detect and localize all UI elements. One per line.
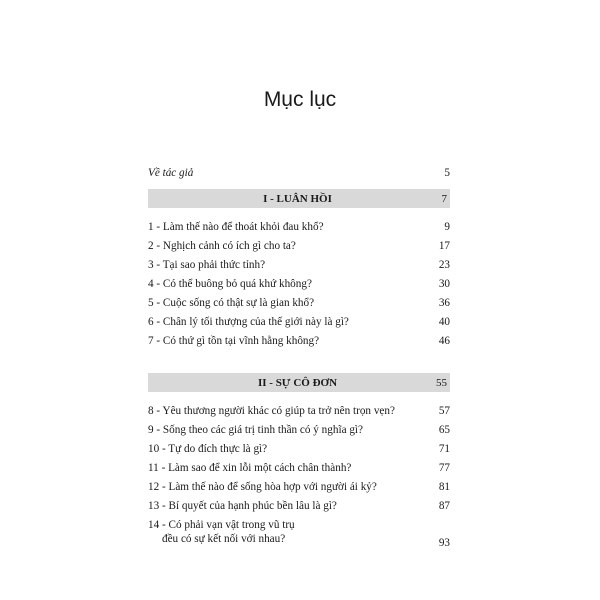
toc-page-number: 57 <box>438 405 450 417</box>
toc-page-number: 55 <box>436 376 447 389</box>
toc-section-header <box>148 189 450 208</box>
toc-page-number: 17 <box>438 240 450 252</box>
toc-page-number: 93 <box>438 537 450 549</box>
toc-entry-label: 13 - Bí quyết của hạnh phúc bền lâu là gì? <box>148 500 337 512</box>
section-title: II - SỰ CÔ ĐƠN <box>257 376 338 389</box>
toc-entry <box>148 499 450 518</box>
toc-entry-label: 7 - Có thứ gì tồn tại vĩnh hằng không? <box>148 335 320 347</box>
toc-page-number: 5 <box>444 167 450 179</box>
toc-page-number: 46 <box>438 335 450 347</box>
toc-page-number: 77 <box>438 462 450 474</box>
toc-entry-label: 10 - Tự do đích thực là gì? <box>148 443 268 455</box>
toc-page-number: 81 <box>438 481 450 493</box>
section-spacer <box>148 353 450 370</box>
toc-entry-label <box>148 518 420 546</box>
toc-page-number: 65 <box>438 424 450 436</box>
toc-entry <box>148 480 450 499</box>
toc-entry <box>148 334 450 353</box>
page-title: Mục lục <box>263 88 337 111</box>
toc-entry-label: 11 - Làm sao để xin lỗi một cách chân thành? <box>148 462 352 474</box>
toc-entry-label: 5 - Cuộc sống có thật sự là gian khổ? <box>148 297 315 309</box>
toc-page-number: 23 <box>438 259 450 271</box>
toc-entry-label: 12 - Làm thế nào để sống hòa hợp với người ái kỷ? <box>148 481 377 493</box>
toc-entry <box>148 461 450 480</box>
toc-page-number: 36 <box>438 297 450 309</box>
toc-page-number: 9 <box>444 221 450 233</box>
toc-entry <box>148 423 450 442</box>
toc-entry-label: 6 - Chân lý tối thượng của thế giới này là gì? <box>148 316 349 328</box>
toc-entry <box>148 296 450 315</box>
toc-entry <box>148 258 450 277</box>
toc-entry-label: 8 - Yêu thương người khác có giúp ta trở nên trọn vẹn? <box>148 405 395 417</box>
toc-intro-row <box>148 166 450 186</box>
toc-page-number: 40 <box>438 316 450 328</box>
toc-entry-label: 2 - Nghịch cảnh có ích gì cho ta? <box>148 240 296 252</box>
toc-entry-label: 1 - Làm thế nào để thoát khỏi đau khổ? <box>148 221 324 233</box>
toc-entry-label-line: 14 - Có phải vạn vật trong vũ trụ <box>148 519 295 531</box>
toc-page-number: 30 <box>438 278 450 290</box>
section-title: I - LUÂN HỒI <box>263 192 332 205</box>
toc-entry <box>148 277 450 296</box>
toc-entry-label: 4 - Có thể buông bỏ quá khứ không? <box>148 278 312 290</box>
table-of-contents <box>148 166 450 550</box>
toc-entry-label: 9 - Sống theo các giá trị tinh thần có ý nghĩa gì? <box>148 424 363 436</box>
toc-entry <box>148 315 450 334</box>
toc-entry <box>148 239 450 258</box>
toc-entry <box>148 442 450 461</box>
toc-entry-label-line: đều có sự kết nối với nhau? <box>162 533 286 545</box>
toc-page-number: 7 <box>441 192 447 205</box>
toc-entry <box>148 404 450 423</box>
toc-entry-label: 3 - Tại sao phải thức tỉnh? <box>148 259 266 271</box>
toc-page-number: 71 <box>438 443 450 455</box>
toc-section-header <box>148 373 450 392</box>
toc-entry <box>148 518 450 550</box>
toc-entry-label: Về tác giả <box>148 167 194 179</box>
toc-page-number: 87 <box>438 500 450 512</box>
toc-entry <box>148 220 450 239</box>
